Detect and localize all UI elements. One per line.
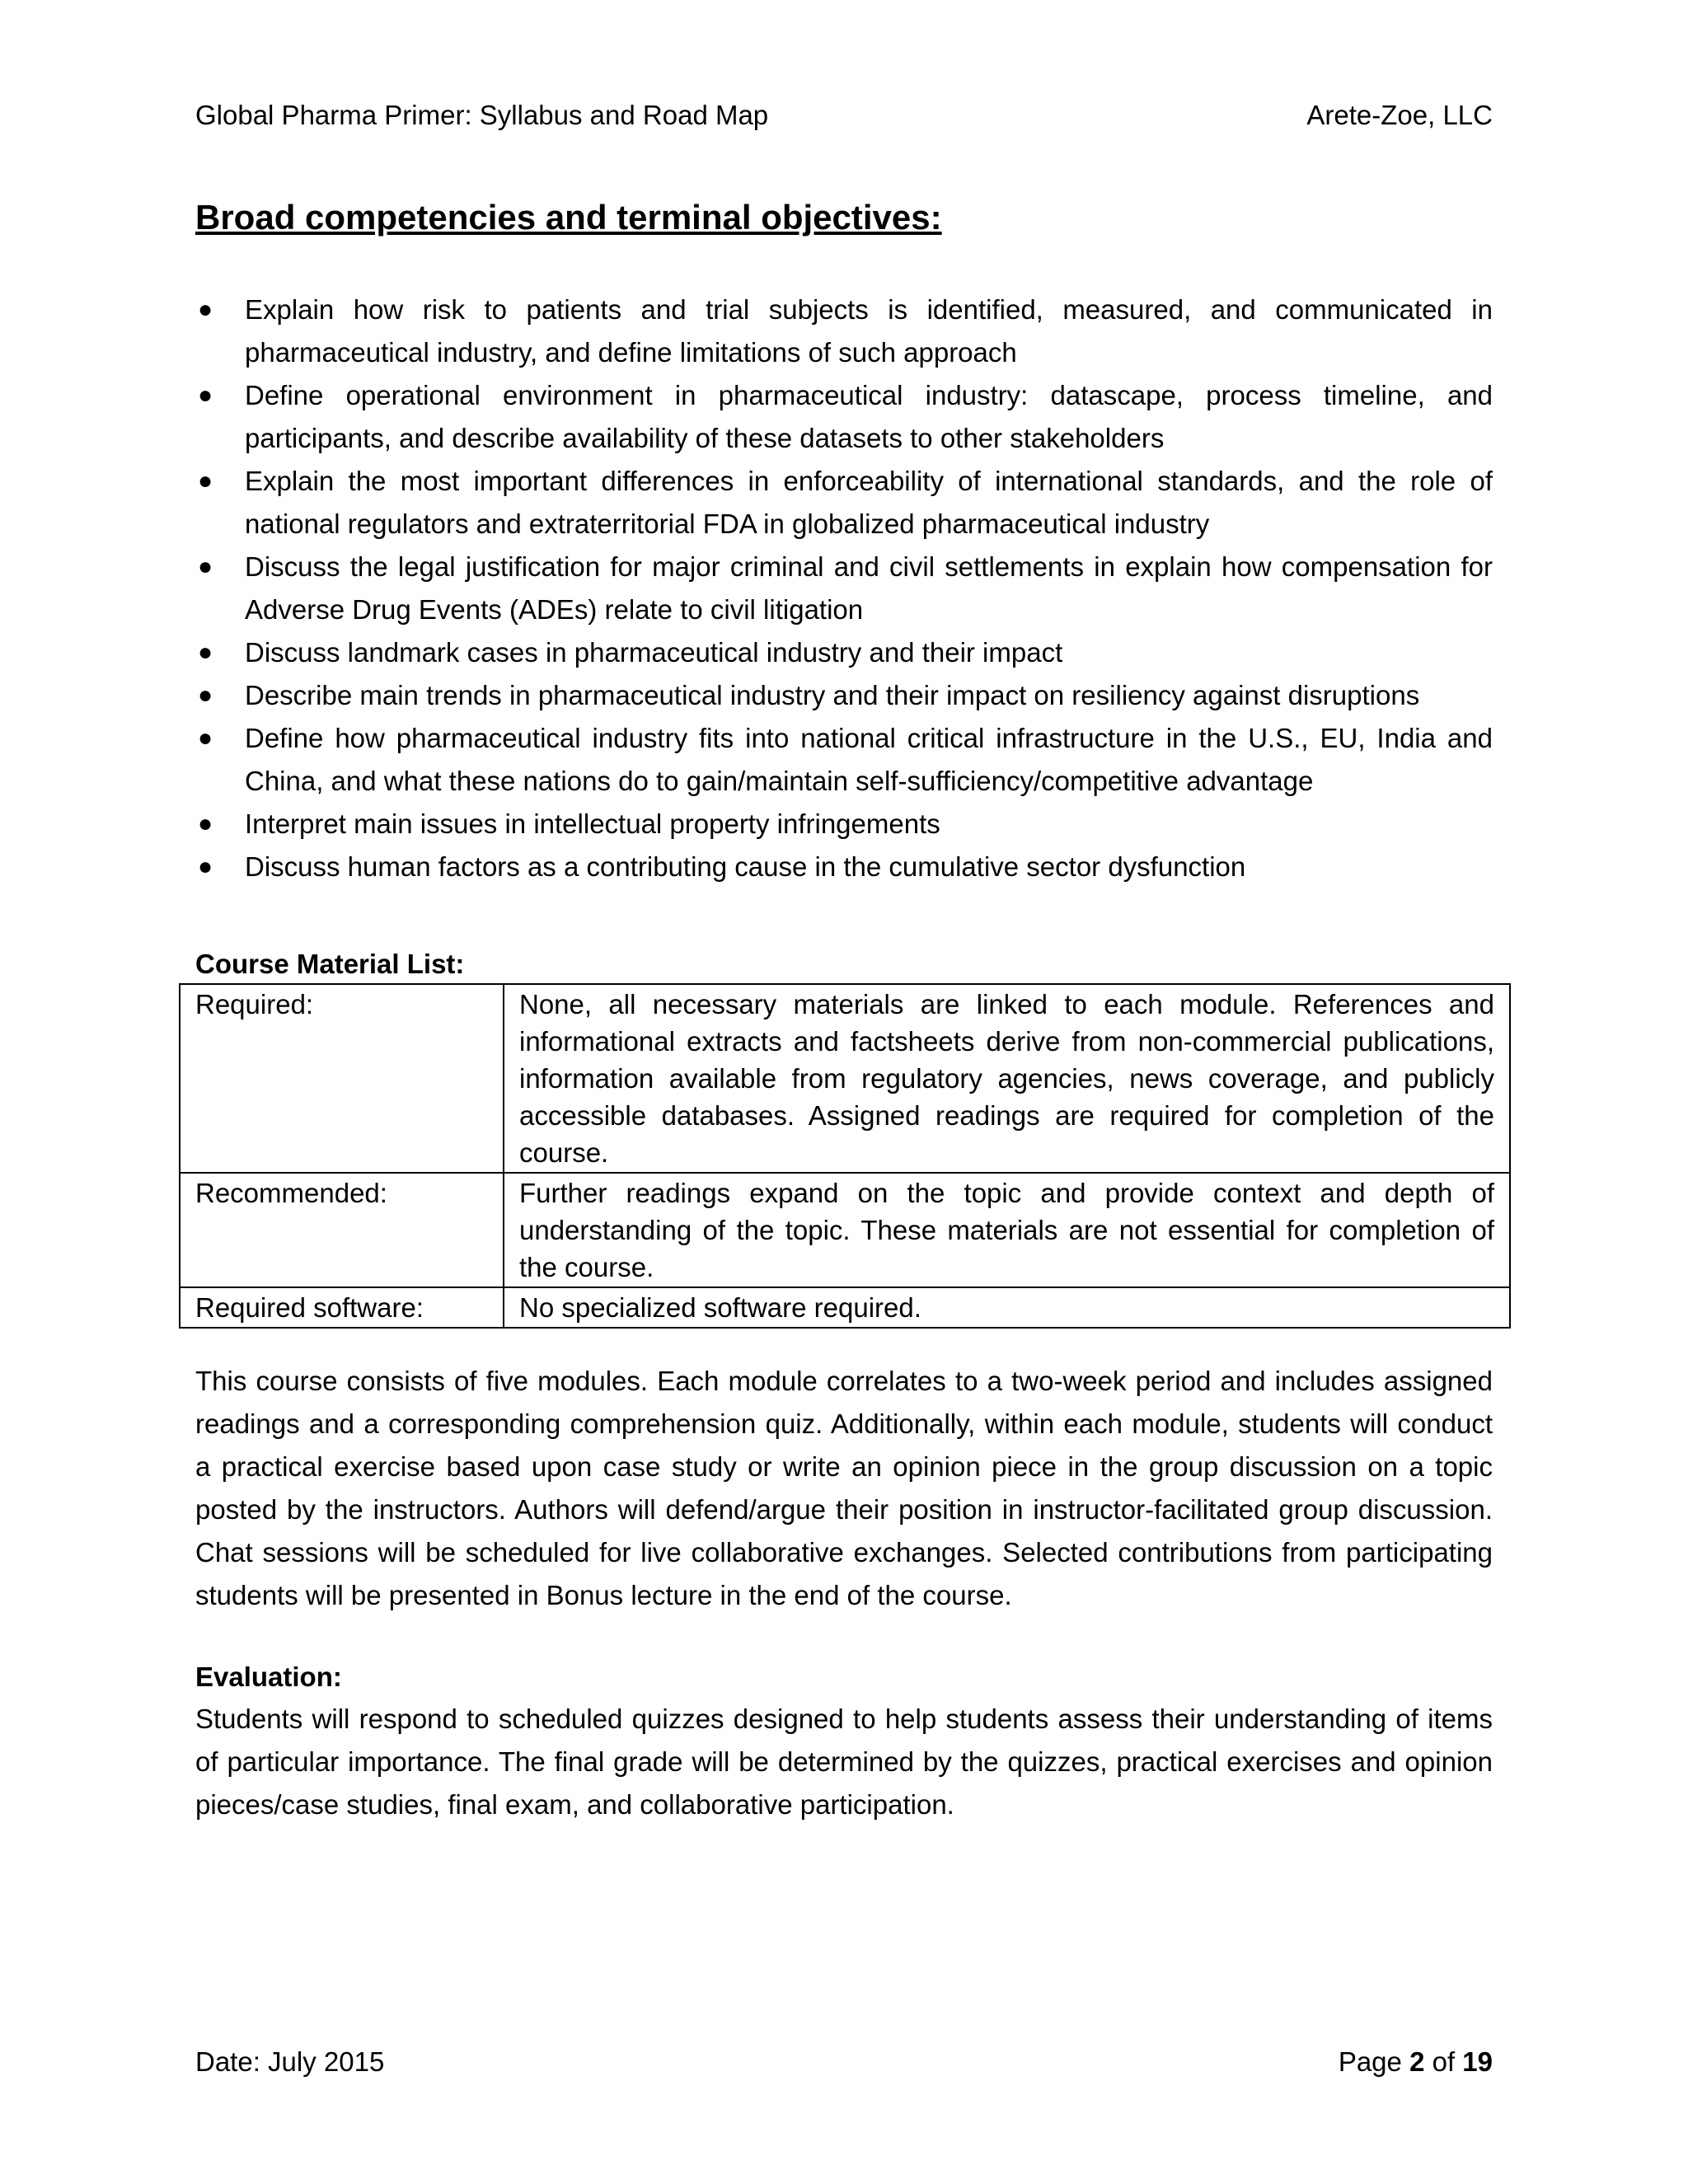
objective-text: Discuss landmark cases in pharmaceutical industry and their impact (245, 637, 1063, 668)
current-page: 2 (1409, 2046, 1425, 2077)
bullet-icon: ● (198, 553, 213, 580)
objectives-list (195, 288, 1493, 888)
list-item (195, 674, 1493, 717)
course-material-table (179, 983, 1511, 1329)
material-text: Further readings expand on the topic and provide context and depth of understanding of the topic. These materials are not essential for completion of the course. (504, 1173, 1510, 1287)
list-item (195, 374, 1493, 460)
header-company-name: Arete-Zoe, LLC (1306, 100, 1493, 130)
table-row (180, 984, 1510, 1173)
objective-text: Define operational environment in pharmaceutical industry: datascape, process timeline, and participants, and describe availability of these datasets to other stakeholders (245, 380, 1493, 453)
list-item (195, 631, 1493, 674)
list-item (195, 288, 1493, 374)
list-item (195, 846, 1493, 888)
table-row (180, 1173, 1510, 1287)
total-pages: 19 (1462, 2046, 1493, 2077)
evaluation-heading: Evaluation: (195, 1661, 342, 1692)
course-description: This course consists of five modules. Each module correlates to a two-week period and includes assigned readings and a corresponding comprehension quiz. Additionally, within each module, students will conduct a practical exercise based upon case study or write an opinion piece in the group discussion on a topic posted by the instructors. Authors will defend/argue their position in instructor-facilitated group discussion. Chat sessions will be scheduled for live collaborative exchanges. Selected contributions from participating students will be presented in Bonus lecture in the end of the course. (195, 1366, 1493, 1610)
bullet-icon: ● (198, 639, 213, 666)
section-title: Broad competencies and terminal objectives: (195, 198, 942, 237)
list-item (195, 460, 1493, 546)
objective-text: Define how pharmaceutical industry fits into national critical infrastructure in the U.S., EU, India and China, and what these nations do to gain/maintain self-sufficiency/competitive advantage (245, 723, 1493, 796)
course-material-heading: Course Material List: (195, 949, 465, 979)
bullet-icon: ● (198, 296, 213, 323)
bullet-icon: ● (198, 382, 213, 409)
material-text: None, all necessary materials are linked to each module. References and informational extracts and factsheets derive from non-commercial publications, information available from regulatory agencies, news coverage, and publicly accessible databases. Assigned readings are required for completion of the course. (504, 984, 1510, 1173)
list-item (195, 546, 1493, 631)
objective-text: Discuss human factors as a contributing cause in the cumulative sector dysfunction (245, 851, 1246, 882)
header-document-title: Global Pharma Primer: Syllabus and Road Map (195, 100, 769, 130)
bullet-icon: ● (198, 467, 213, 494)
objective-text: Explain how risk to patients and trial subjects is identified, measured, and communicated in pharmaceutical industry, and define limitations of such approach (245, 294, 1493, 368)
material-text: No specialized software required. (504, 1287, 1510, 1328)
bullet-icon: ● (198, 853, 213, 880)
objective-text: Interpret main issues in intellectual property infringements (245, 808, 940, 839)
material-label: Recommended: (180, 1173, 504, 1287)
list-item (195, 717, 1493, 803)
evaluation-text: Students will respond to scheduled quizzes designed to help students assess their understanding of items of particular importance. The final grade will be determined by the quizzes, practical exercises and opinion pieces/case studies, final exam, and collaborative participation. (195, 1704, 1493, 1820)
objective-text: Discuss the legal justification for major criminal and civil settlements in explain how compensation for Adverse Drug Events (ADEs) relate to civil litigation (245, 551, 1493, 625)
bullet-icon: ● (198, 724, 213, 752)
page-prefix: Page (1338, 2046, 1410, 2077)
page-number (1339, 2044, 1493, 2080)
material-label: Required software: (180, 1287, 504, 1328)
material-label: Required: (180, 984, 504, 1173)
table-row (180, 1287, 1510, 1328)
list-item (195, 803, 1493, 846)
objective-text: Describe main trends in pharmaceutical industry and their impact on resiliency against disruptions (245, 680, 1420, 710)
footer-date: Date: July 2015 (195, 2046, 385, 2077)
bullet-icon: ● (198, 810, 213, 837)
objective-text: Explain the most important differences in enforceability of international standards, and the role of national regulators and extraterritorial FDA in globalized pharmaceutical industry (245, 466, 1493, 539)
page-separator: of (1424, 2046, 1463, 2077)
bullet-icon: ● (198, 682, 213, 709)
